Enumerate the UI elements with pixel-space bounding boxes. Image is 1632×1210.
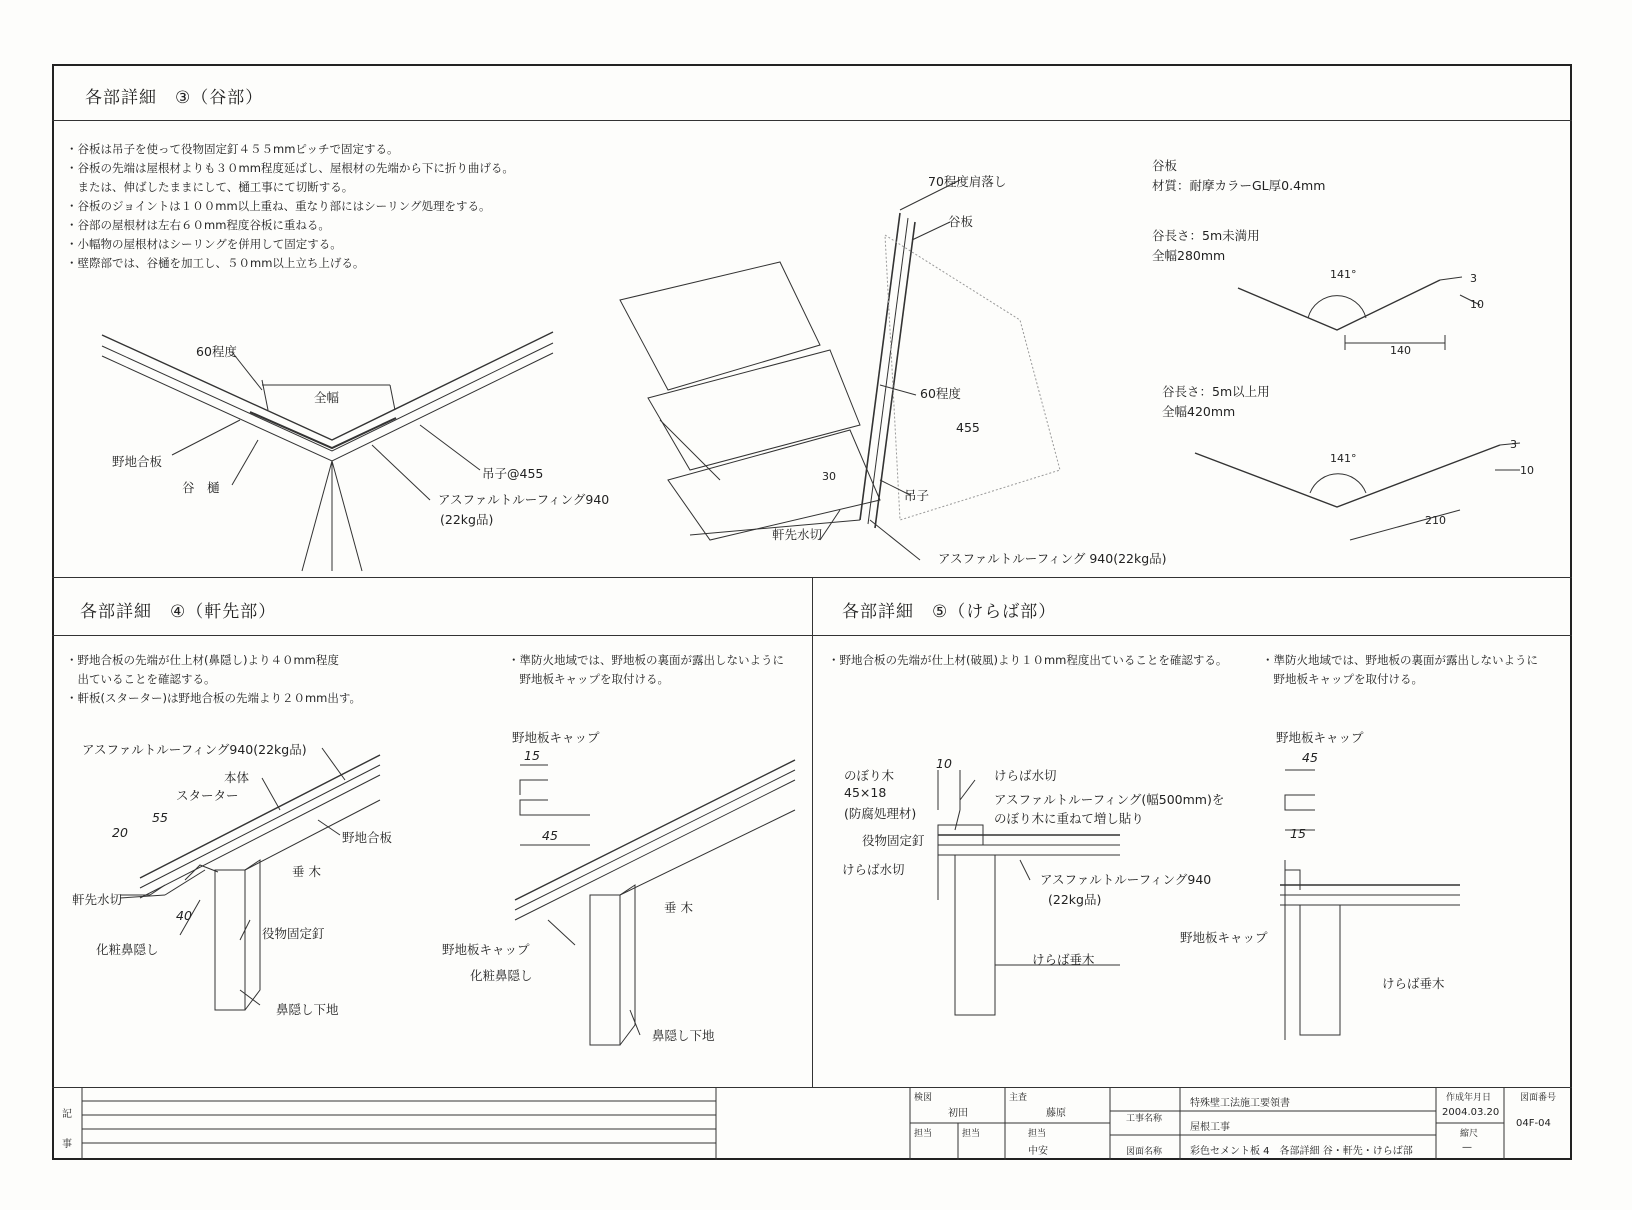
label-about60: 60程度 bbox=[196, 344, 237, 359]
note-line: ・谷板のジョイントは１００mm以上重ね、重なり部にはシーリング処理をする。 bbox=[66, 199, 491, 213]
dim-140: 140 bbox=[1390, 344, 1411, 357]
angle-label-2: 141° bbox=[1330, 452, 1357, 465]
label-d20: 20 bbox=[112, 825, 128, 840]
label-noki: 軒先水切 bbox=[772, 527, 823, 542]
tb-kenzu-name: 初田 bbox=[948, 1108, 968, 1119]
note-line: または、伸ばしたままにして、樋工事にて切断する。 bbox=[66, 180, 354, 194]
label-keraba-taruki2: けらば垂木 bbox=[1382, 976, 1445, 991]
label-tsuriko-pitch: 吊子@455 bbox=[482, 466, 544, 481]
label-cap: 野地板キャップ bbox=[512, 730, 600, 745]
note-line: ・野地合板の先端が仕上材(鼻隠し)より４０mm程度 bbox=[66, 653, 339, 667]
note-line: ・準防火地域では、野地板の裏面が露出しないように bbox=[1262, 653, 1538, 667]
section-title-tani: 各部詳細 ③（谷部） bbox=[85, 88, 264, 108]
tb-tanto-name: 中安 bbox=[1028, 1146, 1048, 1157]
dim-3: 3 bbox=[1470, 272, 1477, 285]
label-d40: 40 bbox=[176, 908, 192, 923]
tb-koji-label: 工事名称 bbox=[1126, 1114, 1163, 1124]
tb-shukushaku-value: — bbox=[1462, 1142, 1472, 1153]
label-kerabamizu2: けらば水切 bbox=[842, 862, 905, 877]
tb-sakusei-date: 2004.03.20 bbox=[1442, 1107, 1500, 1118]
spec-width2: 全幅420mm bbox=[1162, 404, 1236, 419]
label-d45: 45 bbox=[542, 828, 558, 843]
note-line: 野地板キャップを取付ける。 bbox=[1262, 672, 1423, 686]
label-dim30: 30 bbox=[822, 470, 836, 483]
label-d15-s5: 15 bbox=[1290, 826, 1306, 841]
dim-210: 210 bbox=[1425, 514, 1446, 527]
dim-10: 10 bbox=[1470, 298, 1484, 311]
label-hontai: 本体 bbox=[224, 770, 250, 785]
label-about70: 70程度肩落し bbox=[928, 174, 1007, 189]
label-taruki: 垂 木 bbox=[292, 864, 321, 879]
spec-len1: 谷長さ：5m未満用 bbox=[1152, 228, 1260, 243]
label-d45-s5: 45 bbox=[1302, 750, 1318, 765]
label-kesho: 化粧鼻隠し bbox=[96, 942, 159, 957]
label-nojigoita: 野地合板 bbox=[112, 454, 163, 469]
label-taniitoi: 谷 樋 bbox=[182, 480, 220, 495]
tb-ki: 記 bbox=[62, 1109, 72, 1120]
section-title-nokisaki: 各部詳細 ④（軒先部） bbox=[80, 602, 277, 622]
spec-material: 材質：耐摩カラーGL厚0.4mm bbox=[1152, 178, 1326, 193]
tb-tanto: 担当 bbox=[914, 1129, 933, 1139]
label-cap2-s5: 野地板キャップ bbox=[1180, 930, 1268, 945]
label-hanakakushi2: 鼻隠し下地 bbox=[652, 1028, 715, 1043]
tb-zumen-value: 彩色セメント板 4 各部詳細 谷・軒先・けらば部 bbox=[1190, 1146, 1413, 1157]
tb-kenzu: 検図 bbox=[914, 1093, 933, 1103]
note-line: ・軒板(スターター)は野地合板の先端より２０mm出す。 bbox=[66, 691, 361, 705]
tb-bango: 04F-04 bbox=[1516, 1118, 1551, 1129]
label-asphalt-s5: アスファルトルーフィング940 bbox=[1040, 872, 1212, 887]
label-nojigoita-s4: 野地合板 bbox=[342, 830, 393, 845]
label-noki-s4: 軒先水切 bbox=[72, 892, 123, 907]
tb-koji-value1: 特殊壁工法施工要領書 bbox=[1190, 1098, 1290, 1109]
label-asphalt-w: アスファルトルーフィング(幅500mm)を bbox=[994, 792, 1225, 807]
tb-shukushaku: 縮尺 bbox=[1460, 1129, 1479, 1139]
note-line: 野地板キャップを取付ける。 bbox=[508, 672, 669, 686]
label-noborigi: のぼり木 bbox=[844, 768, 895, 783]
label-noborigi-note: のぼり木に重ねて増し貼り bbox=[994, 811, 1144, 826]
label-d10-s5: 10 bbox=[936, 756, 952, 771]
label-hanakakushi: 鼻隠し下地 bbox=[276, 1002, 339, 1017]
label-boufu: (防腐処理材) bbox=[844, 806, 917, 821]
label-taniita: 谷板 bbox=[948, 214, 974, 229]
label-d15: 15 bbox=[524, 748, 540, 763]
tb-ji: 事 bbox=[62, 1139, 72, 1150]
label-asphalt: アスファルトルーフィング940 bbox=[438, 492, 610, 507]
label-cap-s5: 野地板キャップ bbox=[1276, 730, 1364, 745]
tb-sakusei-label: 作成年月日 bbox=[1446, 1093, 1492, 1103]
label-fullwidth: 全幅 bbox=[314, 390, 340, 405]
tb-bango-label: 図面番号 bbox=[1520, 1093, 1557, 1103]
note-line: ・谷板の先端は屋根材よりも３０mm程度延ばし、屋根材の先端から下に折り曲げる。 bbox=[66, 161, 514, 175]
label-yakumono: 役物固定釘 bbox=[262, 926, 325, 941]
angle-label: 141° bbox=[1330, 268, 1357, 281]
label-dim455: 455 bbox=[956, 420, 980, 435]
tb-tanto2: 担当 bbox=[962, 1129, 981, 1139]
label-asphalt-s4: アスファルトルーフィング940(22kg品) bbox=[82, 742, 307, 757]
note-line: ・壁際部では、谷樋を加工し、５０mm以上立ち上げる。 bbox=[66, 256, 365, 270]
label-yakumono-s5: 役物固定釘 bbox=[862, 833, 925, 848]
dim-3b: 3 bbox=[1510, 438, 1517, 451]
tb-tanto3: 担当 bbox=[1028, 1129, 1047, 1139]
label-asphalt22: (22kg品) bbox=[440, 512, 494, 527]
tb-zumen-label: 図面名称 bbox=[1126, 1147, 1163, 1157]
note-line: 出ていることを確認する。 bbox=[66, 672, 216, 686]
note-line: ・準防火地域では、野地板の裏面が露出しないように bbox=[508, 653, 784, 667]
spec-width1: 全幅280mm bbox=[1152, 248, 1226, 263]
label-about60b: 60程度 bbox=[920, 386, 961, 401]
label-asphalt22-s5: (22kg品) bbox=[1048, 892, 1102, 907]
note-line: ・野地合板の先端が仕上材(破風)より１０mm程度出ていることを確認する。 bbox=[828, 653, 1228, 667]
spec-title: 谷板 bbox=[1152, 158, 1178, 173]
note-line: ・小幅物の屋根材はシーリングを併用して固定する。 bbox=[66, 237, 342, 251]
label-kerabamizu: けらば水切 bbox=[994, 768, 1057, 783]
label-taruki2: 垂 木 bbox=[664, 900, 693, 915]
tb-shusa: 主査 bbox=[1009, 1093, 1028, 1103]
label-size: 45×18 bbox=[844, 785, 887, 800]
label-asphalt-b: アスファルトルーフィング 940(22kg品) bbox=[938, 551, 1167, 566]
note-line: ・谷部の屋根材は左右６０mm程度谷板に重ねる。 bbox=[66, 218, 330, 232]
label-cap2: 野地板キャップ bbox=[442, 942, 530, 957]
dim-10b: 10 bbox=[1520, 464, 1534, 477]
note-line: ・谷板は吊子を使って役物固定釘４５５mmピッチで固定する。 bbox=[66, 142, 399, 156]
tb-shusa-name: 藤原 bbox=[1046, 1108, 1066, 1119]
label-keraba-taruki: けらば垂木 bbox=[1032, 952, 1095, 967]
tb-koji-value2: 屋根工事 bbox=[1190, 1122, 1230, 1133]
section-title-keraba: 各部詳細 ⑤（けらば部） bbox=[842, 602, 1057, 622]
label-tsuriko: 吊子 bbox=[904, 488, 930, 503]
label-kesho2: 化粧鼻隠し bbox=[470, 968, 533, 983]
label-d55: 55 bbox=[152, 810, 168, 825]
label-starter: スターター bbox=[176, 788, 239, 803]
spec-len2: 谷長さ：5m以上用 bbox=[1162, 384, 1270, 399]
